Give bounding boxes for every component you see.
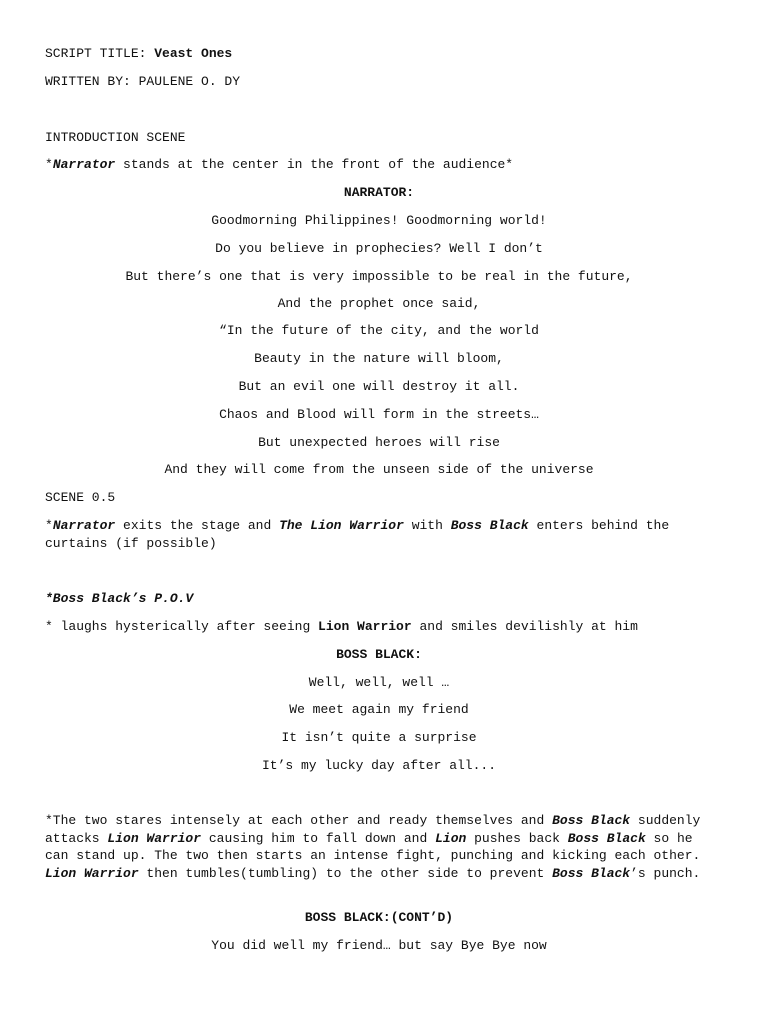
direction-prefix: * — [45, 157, 53, 172]
speaker-boss-black: BOSS BLACK: — [336, 647, 422, 662]
character-name: Narrator — [52, 518, 116, 533]
character-name: Boss Black — [552, 813, 631, 828]
speaker-narrator: NARRATOR: — [343, 185, 415, 200]
script-title-label: SCRIPT TITLE: — [45, 46, 155, 61]
scene-heading: SCENE 0.5 — [45, 490, 116, 505]
dialogue-line: Beauty in the nature will bloom, — [254, 351, 504, 366]
dialogue-line: And they will come from the unseen side of the universe — [164, 462, 594, 477]
direction-text: stands at the center in the front of the audience* — [115, 157, 514, 172]
character-name: Lion Warrior — [318, 619, 412, 634]
written-by: WRITTEN BY: PAULENE O. DY — [45, 74, 241, 89]
dialogue-line: It isn’t quite a surprise — [281, 730, 477, 745]
character-name: Narrator — [52, 157, 116, 172]
dialogue-line: Chaos and Blood will form in the streets… — [219, 407, 539, 422]
character-name: The Lion Warrior — [279, 518, 404, 533]
intro-stage-direction — [45, 156, 513, 174]
character-name: Boss Black — [552, 865, 631, 881]
character-name: Boss Black — [450, 518, 529, 533]
dialogue-line: And the prophet once said, — [277, 296, 481, 311]
dialogue-line: “In the future of the city, and the world — [219, 323, 539, 338]
character-name: Lion — [435, 830, 467, 846]
dialogue-line: But there’s one that is very impossible to be real in the future, — [125, 269, 633, 284]
pov-heading: *Boss Black’s P.O.V — [45, 591, 194, 606]
dialogue-line: But unexpected heroes will rise — [258, 435, 500, 450]
script-title — [45, 45, 232, 63]
character-name: Boss Black — [567, 830, 646, 846]
dialogue-line: Do you believe in prophecies? Well I don’t — [215, 241, 543, 256]
intro-heading: INTRODUCTION SCENE — [45, 130, 186, 145]
dialogue-line: Well, well, well … — [308, 675, 450, 690]
character-name: Lion Warrior — [45, 865, 139, 881]
dialogue-line: It’s my lucky day after all... — [261, 758, 497, 773]
fight-stage-direction: *The two stares intensely at each other and ready themselves and Boss Black suddenly attacks Lion Warrior causing him to fall down and Lion pushes back Boss Black so he can stand up. The two then starts an intense fight, punching and kicking each other. Lion Warrior then tumbles(tumbling) to the other side to prevent Boss Black’s punch. — [45, 813, 701, 881]
action-line: * laughs hysterically after seeing Lion Warrior and smiles devilishly at him — [45, 619, 638, 634]
dialogue-line: We meet again my friend — [289, 702, 469, 717]
character-name: Lion Warrior — [107, 830, 202, 846]
dialogue-line: Goodmorning Philippines! Goodmorning world! — [211, 213, 547, 228]
scene-stage-direction: *Narrator exits the stage and The Lion Warrior with Boss Black enters behind the curtains (if possible) — [45, 518, 670, 551]
speaker-boss-black-contd: BOSS BLACK:(CONT’D) — [304, 910, 454, 925]
dialogue-line: You did well my friend… but say Bye Bye now — [211, 938, 547, 953]
script-title-value: Veast Ones — [154, 46, 233, 61]
dialogue-line: But an evil one will destroy it all. — [238, 379, 520, 394]
